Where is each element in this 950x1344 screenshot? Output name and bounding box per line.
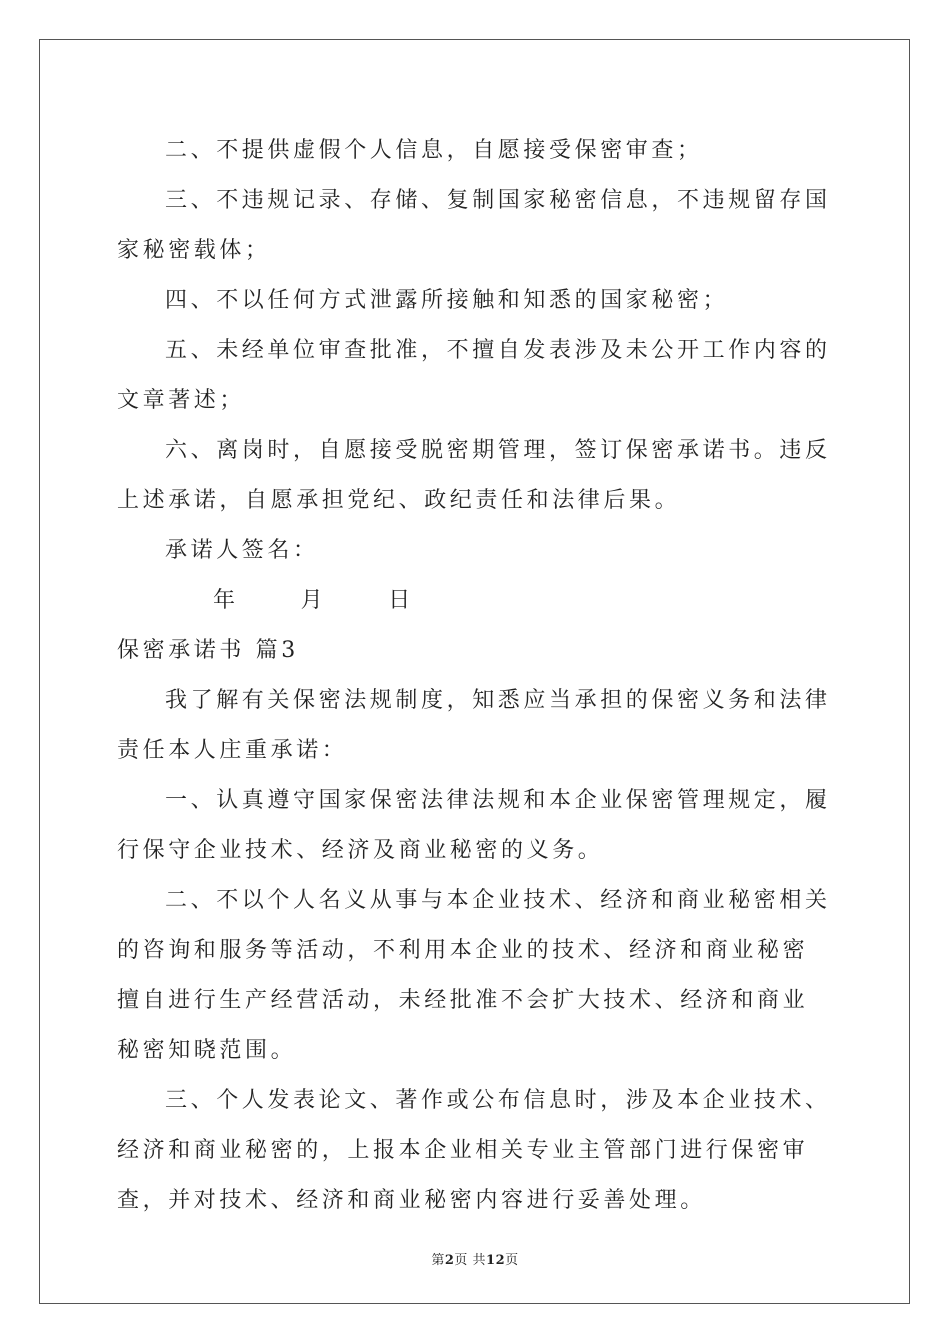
footer-mid: 页 共 — [454, 1253, 487, 1268]
commitment-1: 一、认真遵守国家保密法律法规和本企业保密管理规定，履行保守企业技术、经济及商业秘密的义务。 — [117, 788, 831, 863]
intro-paragraph: 我了解有关保密法规制度，知悉应当承担的保密义务和法律责任本人庄重承诺： — [117, 688, 831, 763]
date-line — [117, 576, 833, 626]
footer-prefix: 第 — [431, 1253, 445, 1268]
paragraph-2: 二、不提供虚假个人信息，自愿接受保密审查； — [165, 138, 703, 163]
section-title: 保密承诺书 篇3 — [117, 638, 299, 663]
document-body — [117, 126, 833, 1226]
signature-line: 承诺人签名： — [165, 538, 319, 563]
date-day: 日 — [388, 588, 414, 613]
paragraph-4: 四、不以任何方式泄露所接触和知悉的国家秘密； — [165, 288, 729, 313]
paragraph-3: 三、不违规记录、存储、复制国家秘密信息，不违规留存国家秘密载体； — [117, 188, 831, 263]
date-month: 月 — [300, 588, 327, 613]
footer-total-pages: 12 — [486, 1253, 506, 1268]
commitment-2: 二、不以个人名义从事与本企业技术、经济和商业秘密相关的咨询和服务等活动，不利用本企业的技术、经济和商业秘密擅自进行生产经营活动，未经批准不会扩大技术、经济和商业秘密知晓范围。 — [117, 888, 831, 1063]
footer-suffix: 页 — [505, 1253, 519, 1268]
paragraph-5: 五、未经单位审查批准，不擅自发表涉及未公开工作内容的文章著述； — [117, 338, 831, 413]
page-footer — [0, 1249, 950, 1268]
commitment-3: 三、个人发表论文、著作或公布信息时，涉及本企业技术、经济和商业秘密的，上报本企业相关专业主管部门进行保密审查，并对技术、经济和商业秘密内容进行妥善处理。 — [117, 1088, 831, 1213]
paragraph-6: 六、离岗时，自愿接受脱密期管理，签订保密承诺书。违反上述承诺，自愿承担党纪、政纪责任和法律后果。 — [117, 438, 831, 513]
footer-current-page: 2 — [444, 1253, 455, 1268]
date-year: 年 — [213, 588, 239, 613]
